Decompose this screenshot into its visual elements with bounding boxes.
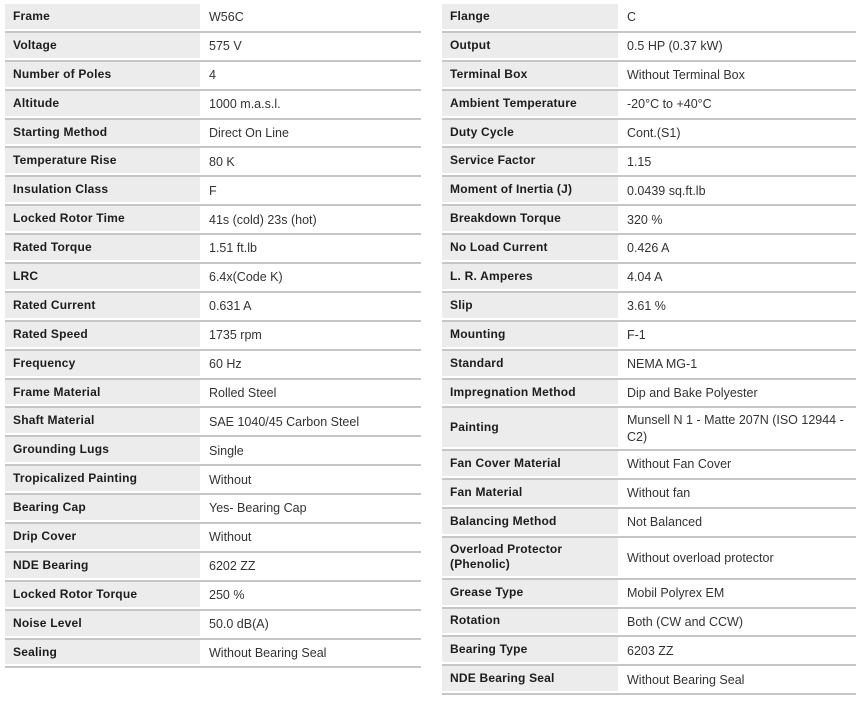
spec-value: 1735 rpm [200, 322, 421, 349]
spec-value: 250 % [200, 582, 421, 609]
spec-label: Drip Cover [5, 524, 200, 551]
spec-value: 0.631 A [200, 293, 421, 320]
table-row [442, 120, 856, 149]
table-row [442, 509, 856, 538]
spec-value: Without [200, 466, 421, 493]
table-row [5, 322, 421, 351]
spec-value: Without Fan Cover [618, 451, 856, 478]
spec-value: Without [200, 524, 421, 551]
spec-label: Frequency [5, 351, 200, 378]
spec-label: Balancing Method [442, 509, 618, 536]
spec-label: No Load Current [442, 235, 618, 262]
spec-value: 6202 ZZ [200, 553, 421, 580]
table-row [5, 408, 421, 437]
table-row [5, 437, 421, 466]
table-row [5, 33, 421, 62]
spec-label: NDE Bearing Seal [442, 666, 618, 693]
table-row [442, 408, 856, 451]
table-row [5, 351, 421, 380]
spec-value: Mobil Polyrex EM [618, 580, 856, 607]
table-row [442, 91, 856, 120]
spec-label: Impregnation Method [442, 380, 618, 407]
spec-value: -20°C to +40°C [618, 91, 856, 118]
spec-value: 60 Hz [200, 351, 421, 378]
spec-label: Starting Method [5, 120, 200, 147]
spec-value: Munsell N 1 - Matte 207N (ISO 12944 - C2) [618, 408, 856, 449]
table-row [442, 609, 856, 638]
table-row [442, 206, 856, 235]
spec-label: Altitude [5, 91, 200, 118]
spec-label: Grounding Lugs [5, 437, 200, 464]
table-row [5, 293, 421, 322]
table-row [442, 538, 856, 580]
table-row [5, 264, 421, 293]
spec-value: Single [200, 437, 421, 464]
table-row [5, 380, 421, 409]
spec-label: Bearing Type [442, 637, 618, 664]
spec-label: Bearing Cap [5, 495, 200, 522]
table-row [5, 582, 421, 611]
table-row [442, 4, 856, 33]
spec-value: Without Bearing Seal [200, 640, 421, 667]
spec-value: 50.0 dB(A) [200, 611, 421, 638]
table-row [5, 206, 421, 235]
table-row [442, 637, 856, 666]
table-row [442, 351, 856, 380]
spec-value: Cont.(S1) [618, 120, 856, 147]
spec-label: Service Factor [442, 148, 618, 175]
table-row [442, 451, 856, 480]
spec-label: Grease Type [442, 580, 618, 607]
spec-value: 6203 ZZ [618, 637, 856, 664]
spec-label: Standard [442, 351, 618, 378]
spec-label: Frame Material [5, 380, 200, 407]
table-row [442, 33, 856, 62]
spec-value: Without fan [618, 480, 856, 507]
table-row [5, 148, 421, 177]
spec-value: Without overload protector [618, 538, 856, 578]
spec-label: Breakdown Torque [442, 206, 618, 233]
spec-label: Mounting [442, 322, 618, 349]
spec-value: 0.426 A [618, 235, 856, 262]
table-row [5, 553, 421, 582]
spec-value: Not Balanced [618, 509, 856, 536]
spec-label: Overload Protector (Phenolic) [442, 538, 618, 578]
spec-value: 3.61 % [618, 293, 856, 320]
spec-value: NEMA MG-1 [618, 351, 856, 378]
spec-label: Number of Poles [5, 62, 200, 89]
spec-value: C [618, 4, 856, 31]
spec-label: Duty Cycle [442, 120, 618, 147]
spec-label: Output [442, 33, 618, 60]
spec-value: Direct On Line [200, 120, 421, 147]
table-row [442, 480, 856, 509]
spec-value: 320 % [618, 206, 856, 233]
table-row [442, 264, 856, 293]
spec-label: Moment of Inertia (J) [442, 177, 618, 204]
spec-label: Insulation Class [5, 177, 200, 204]
table-row [442, 322, 856, 351]
spec-value: 80 K [200, 148, 421, 175]
spec-label: Tropicalized Painting [5, 466, 200, 493]
table-row [442, 380, 856, 409]
spec-value: 1000 m.a.s.l. [200, 91, 421, 118]
table-row [442, 293, 856, 322]
spec-label: Rated Current [5, 293, 200, 320]
spec-label: Frame [5, 4, 200, 31]
spec-label: Locked Rotor Torque [5, 582, 200, 609]
spec-value: Dip and Bake Polyester [618, 380, 856, 407]
spec-value: 0.0439 sq.ft.lb [618, 177, 856, 204]
table-row [442, 177, 856, 206]
spec-label: Temperature Rise [5, 148, 200, 175]
table-row [5, 235, 421, 264]
spec-value: F [200, 177, 421, 204]
spec-value: Without Terminal Box [618, 62, 856, 89]
spec-value: 0.5 HP (0.37 kW) [618, 33, 856, 60]
spec-label: Locked Rotor Time [5, 206, 200, 233]
spec-label: Terminal Box [442, 62, 618, 89]
spec-label: Noise Level [5, 611, 200, 638]
spec-value: Without Bearing Seal [618, 666, 856, 693]
spec-label: Fan Material [442, 480, 618, 507]
spec-label: Ambient Temperature [442, 91, 618, 118]
table-row [5, 91, 421, 120]
table-row [442, 148, 856, 177]
table-row [442, 666, 856, 695]
table-row [5, 640, 421, 669]
spec-value: 4.04 A [618, 264, 856, 291]
spec-label: Shaft Material [5, 408, 200, 435]
table-row [5, 4, 421, 33]
spec-value: 41s (cold) 23s (hot) [200, 206, 421, 233]
spec-value: SAE 1040/45 Carbon Steel [200, 408, 421, 435]
spec-label: Painting [442, 408, 618, 449]
spec-label: LRC [5, 264, 200, 291]
spec-label: Flange [442, 4, 618, 31]
spec-label: Fan Cover Material [442, 451, 618, 478]
spec-value: Yes- Bearing Cap [200, 495, 421, 522]
spec-label: Slip [442, 293, 618, 320]
table-row [5, 177, 421, 206]
spec-value: 1.51 ft.lb [200, 235, 421, 262]
table-row [5, 466, 421, 495]
spec-label: Rotation [442, 609, 618, 636]
spec-value: F-1 [618, 322, 856, 349]
spec-value: Rolled Steel [200, 380, 421, 407]
spec-label: Rated Torque [5, 235, 200, 262]
table-row [5, 524, 421, 553]
spec-label: Rated Speed [5, 322, 200, 349]
spec-value: 6.4x(Code K) [200, 264, 421, 291]
table-row [5, 120, 421, 149]
table-row [442, 62, 856, 91]
table-row [442, 235, 856, 264]
spec-label: Sealing [5, 640, 200, 667]
spec-value: 1.15 [618, 148, 856, 175]
table-row [442, 580, 856, 609]
spec-table-left [5, 4, 421, 668]
spec-value: Both (CW and CCW) [618, 609, 856, 636]
spec-label: L. R. Amperes [442, 264, 618, 291]
spec-value: 575 V [200, 33, 421, 60]
table-row [5, 495, 421, 524]
spec-value: 4 [200, 62, 421, 89]
spec-label: NDE Bearing [5, 553, 200, 580]
table-row [5, 611, 421, 640]
spec-label: Voltage [5, 33, 200, 60]
spec-value: W56C [200, 4, 421, 31]
table-row [5, 62, 421, 91]
spec-table-right [442, 4, 856, 695]
